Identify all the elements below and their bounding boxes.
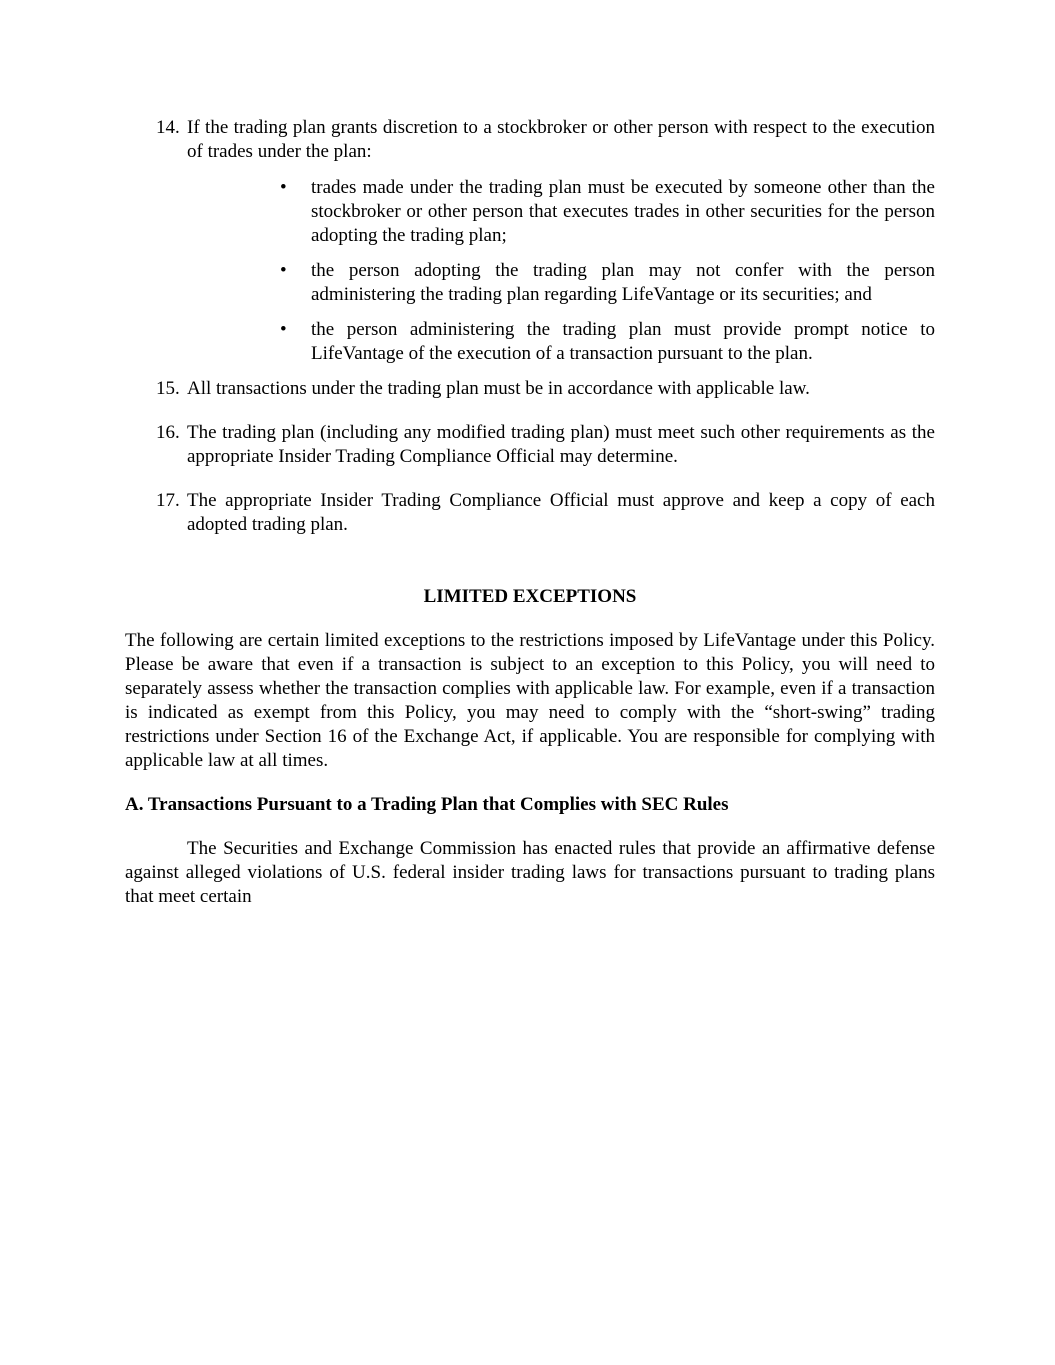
bullet-item (187, 318, 935, 366)
bullet-text: the person adopting the trading plan may not confer with the person administering the trading plan regarding LifeVantage or its securities; and (311, 260, 935, 305)
bullet-item (187, 259, 935, 307)
list-item-text: If the trading plan grants discretion to a stockbroker or other person with respect to the execution of trades under the plan: (187, 117, 935, 162)
bullet-item (187, 176, 935, 248)
bullet-list (187, 176, 935, 366)
bullet-text: trades made under the trading plan must be executed by someone other than the stockbroker or other person that executes trades in other securities for the person adopting the trading plan; (311, 177, 935, 246)
list-item-14 (125, 116, 935, 366)
document-page (125, 116, 935, 909)
list-item-15 (125, 377, 935, 401)
section-intro-paragraph: The following are certain limited exceptions to the restrictions imposed by LifeVantage under this Policy. Please be aware that even if a transaction is subject to an exception to this Policy, you will need to separately assess whether the transaction complies with applicable law. For example, even if a transaction is indicated as exempt from this Policy, you may need to comply with the “short-swing” trading restrictions under Section 16 of the Exchange Act, if applicable. You are responsible for complying with applicable law at all times. (125, 630, 935, 771)
body-paragraph: The Securities and Exchange Commission has enacted rules that provide an affirmative defense against alleged violations of U.S. federal insider trading laws for transactions pursuant to trading plans that meet certain (125, 838, 935, 907)
list-item-text: The trading plan (including any modified trading plan) must meet such other requirements as the appropriate Insider Trading Compliance Official may determine. (187, 422, 935, 467)
bullet-icon: • (280, 260, 287, 281)
section-heading: LIMITED EXCEPTIONS (423, 586, 637, 607)
list-item-17 (125, 489, 935, 537)
list-item-number: 15. (156, 378, 180, 399)
subsection-heading: A. Transactions Pursuant to a Trading Plan that Complies with SEC Rules (125, 794, 729, 815)
bullet-icon: • (280, 177, 287, 198)
list-item-number: 16. (156, 422, 180, 443)
bullet-icon: • (280, 319, 287, 340)
list-item-text: All transactions under the trading plan must be in accordance with applicable law. (187, 378, 810, 399)
list-item-text: The appropriate Insider Trading Compliance Official must approve and keep a copy of each adopted trading plan. (187, 490, 935, 535)
list-item-number: 17. (156, 490, 180, 511)
list-item-16 (125, 421, 935, 469)
bullet-text: the person administering the trading plan must provide prompt notice to LifeVantage of the execution of a transaction pursuant to the plan. (311, 319, 935, 364)
list-item-number: 14. (156, 117, 180, 138)
